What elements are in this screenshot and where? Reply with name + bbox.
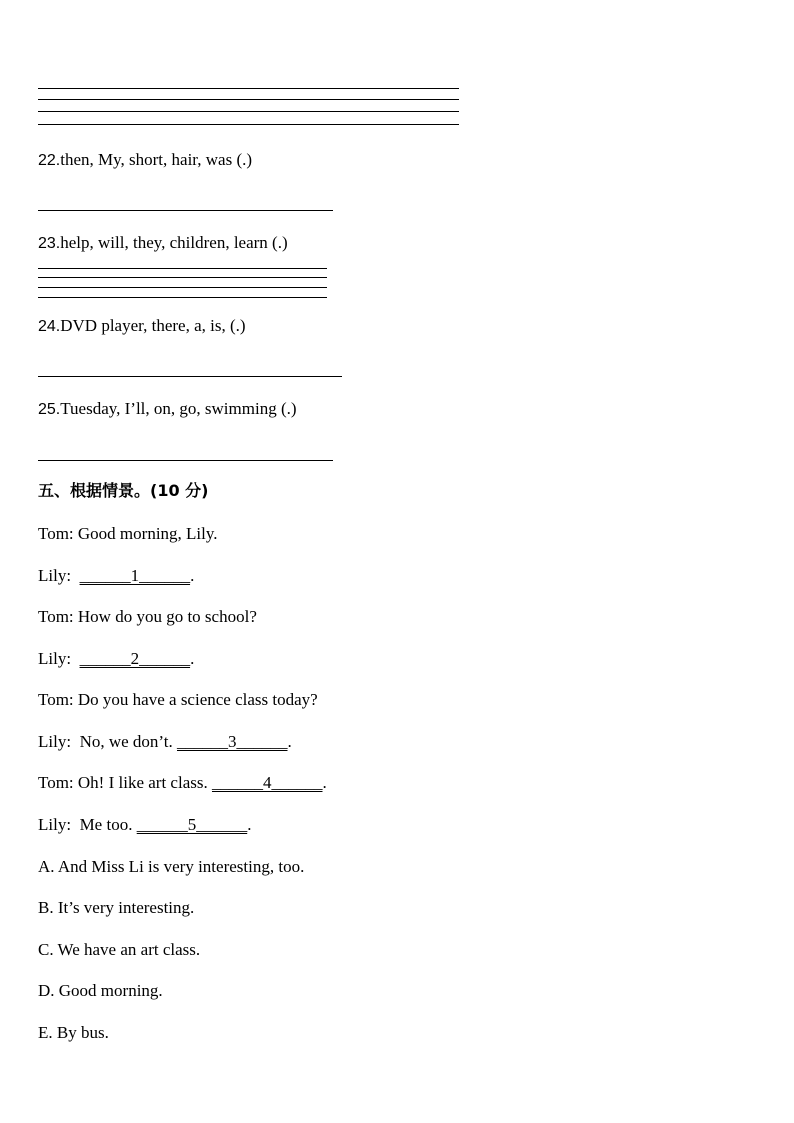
dialogue-text: How do you go to school?: [77, 607, 257, 626]
option-a: A. And Miss Li is very interesting, too.: [38, 857, 305, 876]
speaker: Tom:: [38, 773, 74, 792]
period: .: [287, 732, 292, 751]
dialogue-text: Do you have a science class today?: [77, 690, 318, 709]
answer-line: [38, 210, 333, 211]
answer-line: [38, 111, 459, 112]
answer-line: [38, 268, 327, 269]
question-number: 25.: [38, 401, 61, 418]
period: .: [190, 649, 195, 668]
question-text: help, will, they, children, learn (.): [60, 233, 288, 252]
dialogue-line: [38, 815, 251, 835]
speaker: Tom:: [38, 690, 74, 709]
dialogue-line: [38, 566, 194, 586]
dialogue-line: [38, 649, 194, 669]
dialogue-text: Good morning, Lily.: [77, 524, 218, 543]
question-23: [38, 233, 288, 254]
dialogue-line: [38, 607, 257, 627]
question-text: DVD player, there, a, is, (.): [60, 316, 246, 335]
option-e: E. By bus.: [38, 1023, 109, 1042]
answer-line: [38, 460, 333, 461]
question-text: Tuesday, I’ll, on, go, swimming (.): [60, 399, 297, 418]
answer-line: [38, 99, 459, 100]
dialogue-line: [38, 732, 292, 752]
question-number: 23.: [38, 235, 61, 252]
section-heading: 五、根据情景。(10 分): [38, 481, 209, 500]
answer-line: [38, 124, 459, 125]
answer-blank[interactable]: ______4______: [211, 773, 323, 792]
answer-blank[interactable]: ______1______: [79, 566, 191, 585]
option-b: B. It’s very interesting.: [38, 898, 195, 917]
question-text: then, My, short, hair, was (.): [60, 150, 253, 169]
answer-line: [38, 376, 342, 377]
speaker: Lily:: [38, 732, 72, 751]
dialogue-text: Me too.: [79, 815, 133, 834]
speaker: Lily:: [38, 566, 72, 585]
speaker: Tom:: [38, 607, 74, 626]
answer-line: [38, 277, 327, 278]
dialogue-line: [38, 773, 327, 793]
speaker: Lily:: [38, 649, 72, 668]
dialogue-line: [38, 524, 218, 544]
question-number: 24.: [38, 318, 61, 335]
dialogue-text: Oh! I like art class.: [77, 773, 208, 792]
dialogue-text: No, we don’t.: [79, 732, 173, 751]
answer-line: [38, 88, 459, 89]
period: .: [190, 566, 195, 585]
speaker: Lily:: [38, 815, 72, 834]
answer-blank[interactable]: ______5______: [136, 815, 248, 834]
question-24: [38, 316, 246, 337]
question-22: [38, 150, 252, 171]
dialogue-line: [38, 690, 318, 710]
question-number: 22.: [38, 152, 61, 169]
speaker: Tom:: [38, 524, 74, 543]
answer-blank[interactable]: ______3______: [177, 732, 288, 751]
option-c: C. We have an art class.: [38, 940, 201, 959]
answer-line: [38, 297, 327, 298]
answer-line: [38, 287, 327, 288]
answer-blank[interactable]: ______2______: [79, 649, 191, 668]
option-d: D. Good morning.: [38, 981, 163, 1000]
period: .: [247, 815, 252, 834]
question-25: [38, 399, 297, 420]
period: .: [322, 773, 327, 792]
